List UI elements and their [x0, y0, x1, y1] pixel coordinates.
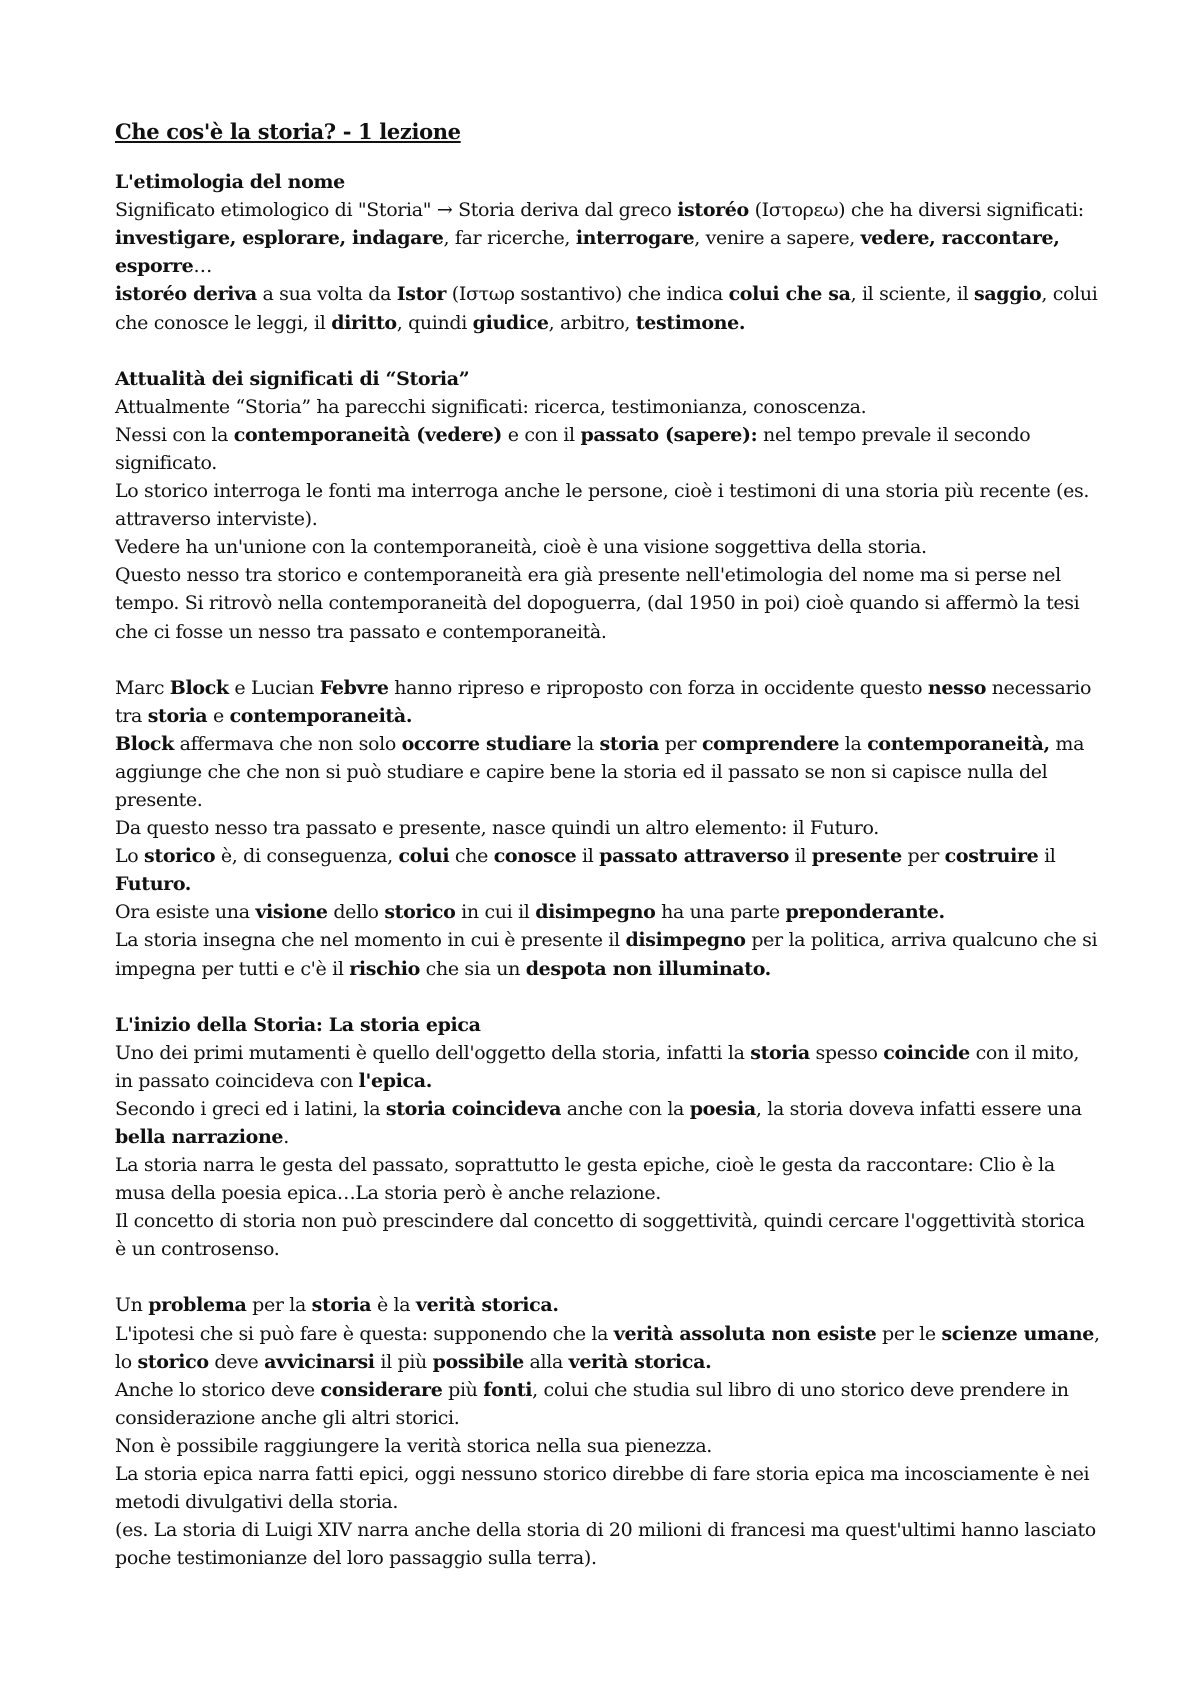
paragraph	[115, 926, 1100, 982]
bold-text: storia	[599, 732, 660, 755]
text-run: , la storia doveva infatti essere una	[755, 1097, 1082, 1120]
bold-text: passato attraverso	[599, 845, 789, 868]
bold-text: disimpegno	[625, 929, 746, 952]
text-run: Da questo nesso tra passato e presente, nasce quindi un altro elemento: il Futuro.	[115, 817, 879, 840]
bold-text: possibile	[432, 1350, 524, 1373]
text-run: per la politica, arriva qualcuno che si impegna per tutti e c'è il	[115, 929, 1098, 980]
bold-text: nesso	[927, 676, 987, 699]
text-run: Questo nesso tra storico e contemporaneità era già presente nell'etimologia del nome ma si perse nel tempo. Si ritrovò nella contemporaneità del dopoguerra, (dal 1950 in poi) cioè quando si affermò la tesi che ci fosse un nesso tra passato e contemporaneità.	[115, 564, 1080, 643]
text-run: per le	[876, 1322, 942, 1345]
text-run: Un	[115, 1294, 149, 1317]
bold-text: l'epica.	[358, 1069, 432, 1092]
text-run: , venire a sapere,	[694, 227, 861, 250]
text-run: , arbitro,	[548, 311, 636, 334]
bold-text: colui che sa	[728, 283, 851, 306]
text-run: più	[442, 1378, 484, 1401]
bold-text: visione	[255, 901, 328, 924]
bold-text: verità storica.	[568, 1350, 712, 1373]
text-run: per	[901, 845, 945, 868]
text-run: in cui il	[455, 901, 536, 924]
document-body	[115, 168, 1100, 1572]
text-run: (Ιστορεω) che ha diversi significati:	[748, 199, 1084, 222]
bold-text: passato (sapere):	[580, 423, 758, 446]
bold-text: problema	[148, 1294, 247, 1317]
text-run: necessario tra	[115, 676, 1092, 727]
text-run: Vedere ha un'unione con la contemporaneità, cioè è una visione soggettiva della storia.	[115, 536, 927, 559]
bold-text: fonti	[483, 1378, 533, 1401]
bold-text: verità storica.	[415, 1294, 559, 1317]
text-run: che	[449, 845, 494, 868]
section	[115, 168, 1100, 337]
bold-text: preponderante.	[785, 901, 945, 924]
section-gap	[115, 1263, 1100, 1291]
section-heading: L'inizio della Storia: La storia epica	[115, 1013, 481, 1036]
text-run: affermava che non solo	[173, 732, 402, 755]
paragraph	[115, 814, 1100, 842]
text-run: il più	[374, 1350, 433, 1373]
text-run: è la	[371, 1294, 416, 1317]
text-run: la	[571, 732, 600, 755]
bold-text: costruire	[944, 845, 1039, 868]
paragraph	[115, 1207, 1100, 1263]
bold-text: saggio	[974, 283, 1042, 306]
text-run: è, di conseguenza,	[215, 845, 399, 868]
text-run: che sia un	[419, 957, 526, 980]
bold-text: Futuro.	[115, 873, 192, 896]
section-gap	[115, 646, 1100, 674]
text-run: Non è possibile raggiungere la verità storica nella sua pienezza.	[115, 1434, 712, 1457]
text-run: , far ricerche,	[443, 227, 576, 250]
paragraph	[115, 730, 1100, 814]
paragraph	[115, 533, 1100, 561]
bold-text: scienze umane	[941, 1322, 1094, 1345]
bold-text: istoréo	[677, 199, 749, 222]
text-run: (Ιστωρ sostantivo) che indica	[446, 283, 729, 306]
text-run: Secondo i greci ed i latini, la	[115, 1097, 386, 1120]
bold-text: interrogare	[575, 227, 695, 250]
bold-text: contemporaneità.	[229, 704, 413, 727]
bold-text: despota non illuminato.	[525, 957, 771, 980]
bold-text: colui	[398, 845, 450, 868]
bold-text: istoréo deriva	[115, 283, 257, 306]
paragraph	[115, 842, 1100, 898]
text-run: Lo storico interroga le fonti ma interroga anche le persone, cioè i testimoni di una storia più recente (es. attraverso interviste).	[115, 480, 1090, 531]
paragraph	[115, 898, 1100, 926]
text-run: dello	[327, 901, 385, 924]
bold-text: disimpegno	[535, 901, 656, 924]
text-run: Nessi con la	[115, 423, 234, 446]
paragraph	[115, 1151, 1100, 1207]
text-run: ma aggiunge che che non si può studiare e capire bene la storia ed il passato se non si capisce nulla del presente.	[115, 732, 1085, 811]
paragraph	[115, 1460, 1100, 1516]
section-heading: L'etimologia del nome	[115, 171, 345, 194]
bold-text: verità assoluta non esiste	[613, 1322, 877, 1345]
text-run: nel tempo prevale il secondo significato.	[115, 423, 1031, 474]
text-run: Attualmente “Storia” ha parecchi significati: ricerca, testimonianza, conoscenza.	[115, 395, 867, 418]
bold-text: Block	[115, 732, 174, 755]
bold-text: Istor	[396, 283, 447, 306]
bold-text: diritto	[331, 311, 397, 334]
bold-text: conosce	[493, 845, 577, 868]
text-run: , lo	[115, 1322, 1100, 1373]
bold-text: storia	[147, 704, 208, 727]
paragraph	[115, 1291, 1100, 1319]
text-run: .	[283, 1126, 289, 1148]
text-run: Marc	[115, 676, 170, 699]
text-run: , colui che studia sul libro di uno storico deve prendere in considerazione anche gli altri storici.	[115, 1378, 1069, 1429]
bold-text: considerare	[320, 1378, 443, 1401]
text-run: ha una parte	[655, 901, 786, 924]
bold-text: bella narrazione	[115, 1126, 284, 1148]
section-heading: Attualità dei significati di “Storia”	[115, 367, 470, 390]
text-run: , quindi	[396, 311, 473, 334]
text-run: , il sciente, il	[850, 283, 974, 306]
bold-text: rischio	[349, 957, 420, 980]
text-run: deve	[208, 1350, 265, 1373]
text-run: La storia epica narra fatti epici, oggi nessuno storico direbbe di fare storia epica ma incosciamente è nei metodi divulgativi della storia.	[115, 1463, 1090, 1514]
paragraph	[115, 1376, 1100, 1432]
bold-text: avvicinarsi	[264, 1350, 375, 1373]
bold-text: storia	[311, 1294, 372, 1317]
text-run: La storia narra le gesta del passato, soprattutto le gesta epiche, cioè le gesta da raccontare: Clio è la musa della poesia epica…La storia però è anche relazione.	[115, 1154, 1055, 1205]
text-run: per la	[246, 1294, 312, 1317]
text-run: e	[207, 704, 230, 727]
text-run: il	[788, 845, 812, 868]
paragraph	[115, 421, 1100, 477]
paragraph	[115, 1320, 1100, 1376]
text-run: a sua volta da	[256, 283, 397, 306]
bold-text: investigare, esplorare, indagare	[115, 227, 444, 250]
section	[115, 1011, 1100, 1264]
paragraph	[115, 1095, 1100, 1151]
text-run: Anche lo storico deve	[115, 1378, 321, 1401]
bold-text: Block	[169, 676, 229, 699]
text-run: alla	[523, 1350, 569, 1373]
bold-text: storia	[750, 1041, 810, 1064]
paragraph	[115, 1039, 1100, 1095]
bold-text: vedere, raccontare, esporre	[115, 227, 1060, 278]
section	[115, 674, 1100, 983]
bold-text: presente	[811, 845, 902, 868]
bold-text: coincide	[883, 1041, 970, 1064]
text-run: Ora esiste una	[115, 901, 256, 924]
text-run: …	[193, 255, 213, 278]
bold-text: contemporaneità (vedere)	[233, 423, 503, 446]
paragraph	[115, 1432, 1100, 1460]
text-run: L'ipotesi che si può fare è questa: supponendo che la	[115, 1322, 614, 1345]
text-run: , colui che conosce le leggi, il	[115, 283, 1098, 334]
bold-text: comprendere	[701, 732, 840, 755]
section	[115, 365, 1100, 646]
bold-text: Febvre	[319, 676, 389, 699]
text-run: spesso	[809, 1041, 884, 1064]
document-title: Che cos'è la storia? - 1 lezione	[115, 119, 461, 144]
bold-text: storico	[384, 901, 456, 924]
text-run: e con il	[502, 423, 581, 446]
text-run: il	[576, 845, 600, 868]
bold-text: poesia	[689, 1097, 756, 1120]
bold-text: storico	[137, 1350, 209, 1373]
paragraph	[115, 674, 1100, 730]
text-run: con il mito, in passato coincideva con	[115, 1041, 1080, 1092]
text-run: (es. La storia di Luigi XIV narra anche della storia di 20 milioni di francesi ma quest'ultimi hanno lasciato poche testimonianze del loro passaggio sulla terra).	[115, 1519, 1096, 1570]
paragraph	[115, 1516, 1100, 1572]
paragraph	[115, 561, 1100, 645]
document-page	[115, 118, 1100, 1572]
text-run: Lo	[115, 845, 145, 868]
paragraph	[115, 477, 1100, 533]
text-run: Significato etimologico di "Storia" → Storia deriva dal greco	[115, 199, 678, 222]
text-run: la	[839, 732, 868, 755]
section	[115, 1291, 1100, 1572]
text-run: il	[1038, 845, 1056, 868]
text-run: Uno dei primi mutamenti è quello dell'oggetto della storia, infatti la	[115, 1041, 751, 1064]
paragraph	[115, 280, 1100, 336]
paragraph	[115, 393, 1100, 421]
bold-text: contemporaneità,	[867, 732, 1050, 755]
bold-text: occorre studiare	[401, 732, 572, 755]
text-run: hanno ripreso e riproposto con forza in occidente questo	[388, 676, 928, 699]
section-gap	[115, 337, 1100, 365]
bold-text: storia coincideva	[385, 1097, 562, 1120]
text-run: Il concetto di storia non può prescindere dal concetto di soggettività, quindi cercare l'oggettività storica è un controsenso.	[115, 1210, 1085, 1261]
bold-text: testimone.	[635, 311, 746, 334]
text-run: La storia insegna che nel momento in cui è presente il	[115, 929, 626, 952]
text-run: e Lucian	[228, 676, 320, 699]
bold-text: giudice	[472, 311, 549, 334]
text-run: anche con la	[561, 1097, 690, 1120]
bold-text: storico	[144, 845, 216, 868]
section-gap	[115, 983, 1100, 1011]
paragraph	[115, 196, 1100, 280]
text-run: per	[659, 732, 702, 755]
